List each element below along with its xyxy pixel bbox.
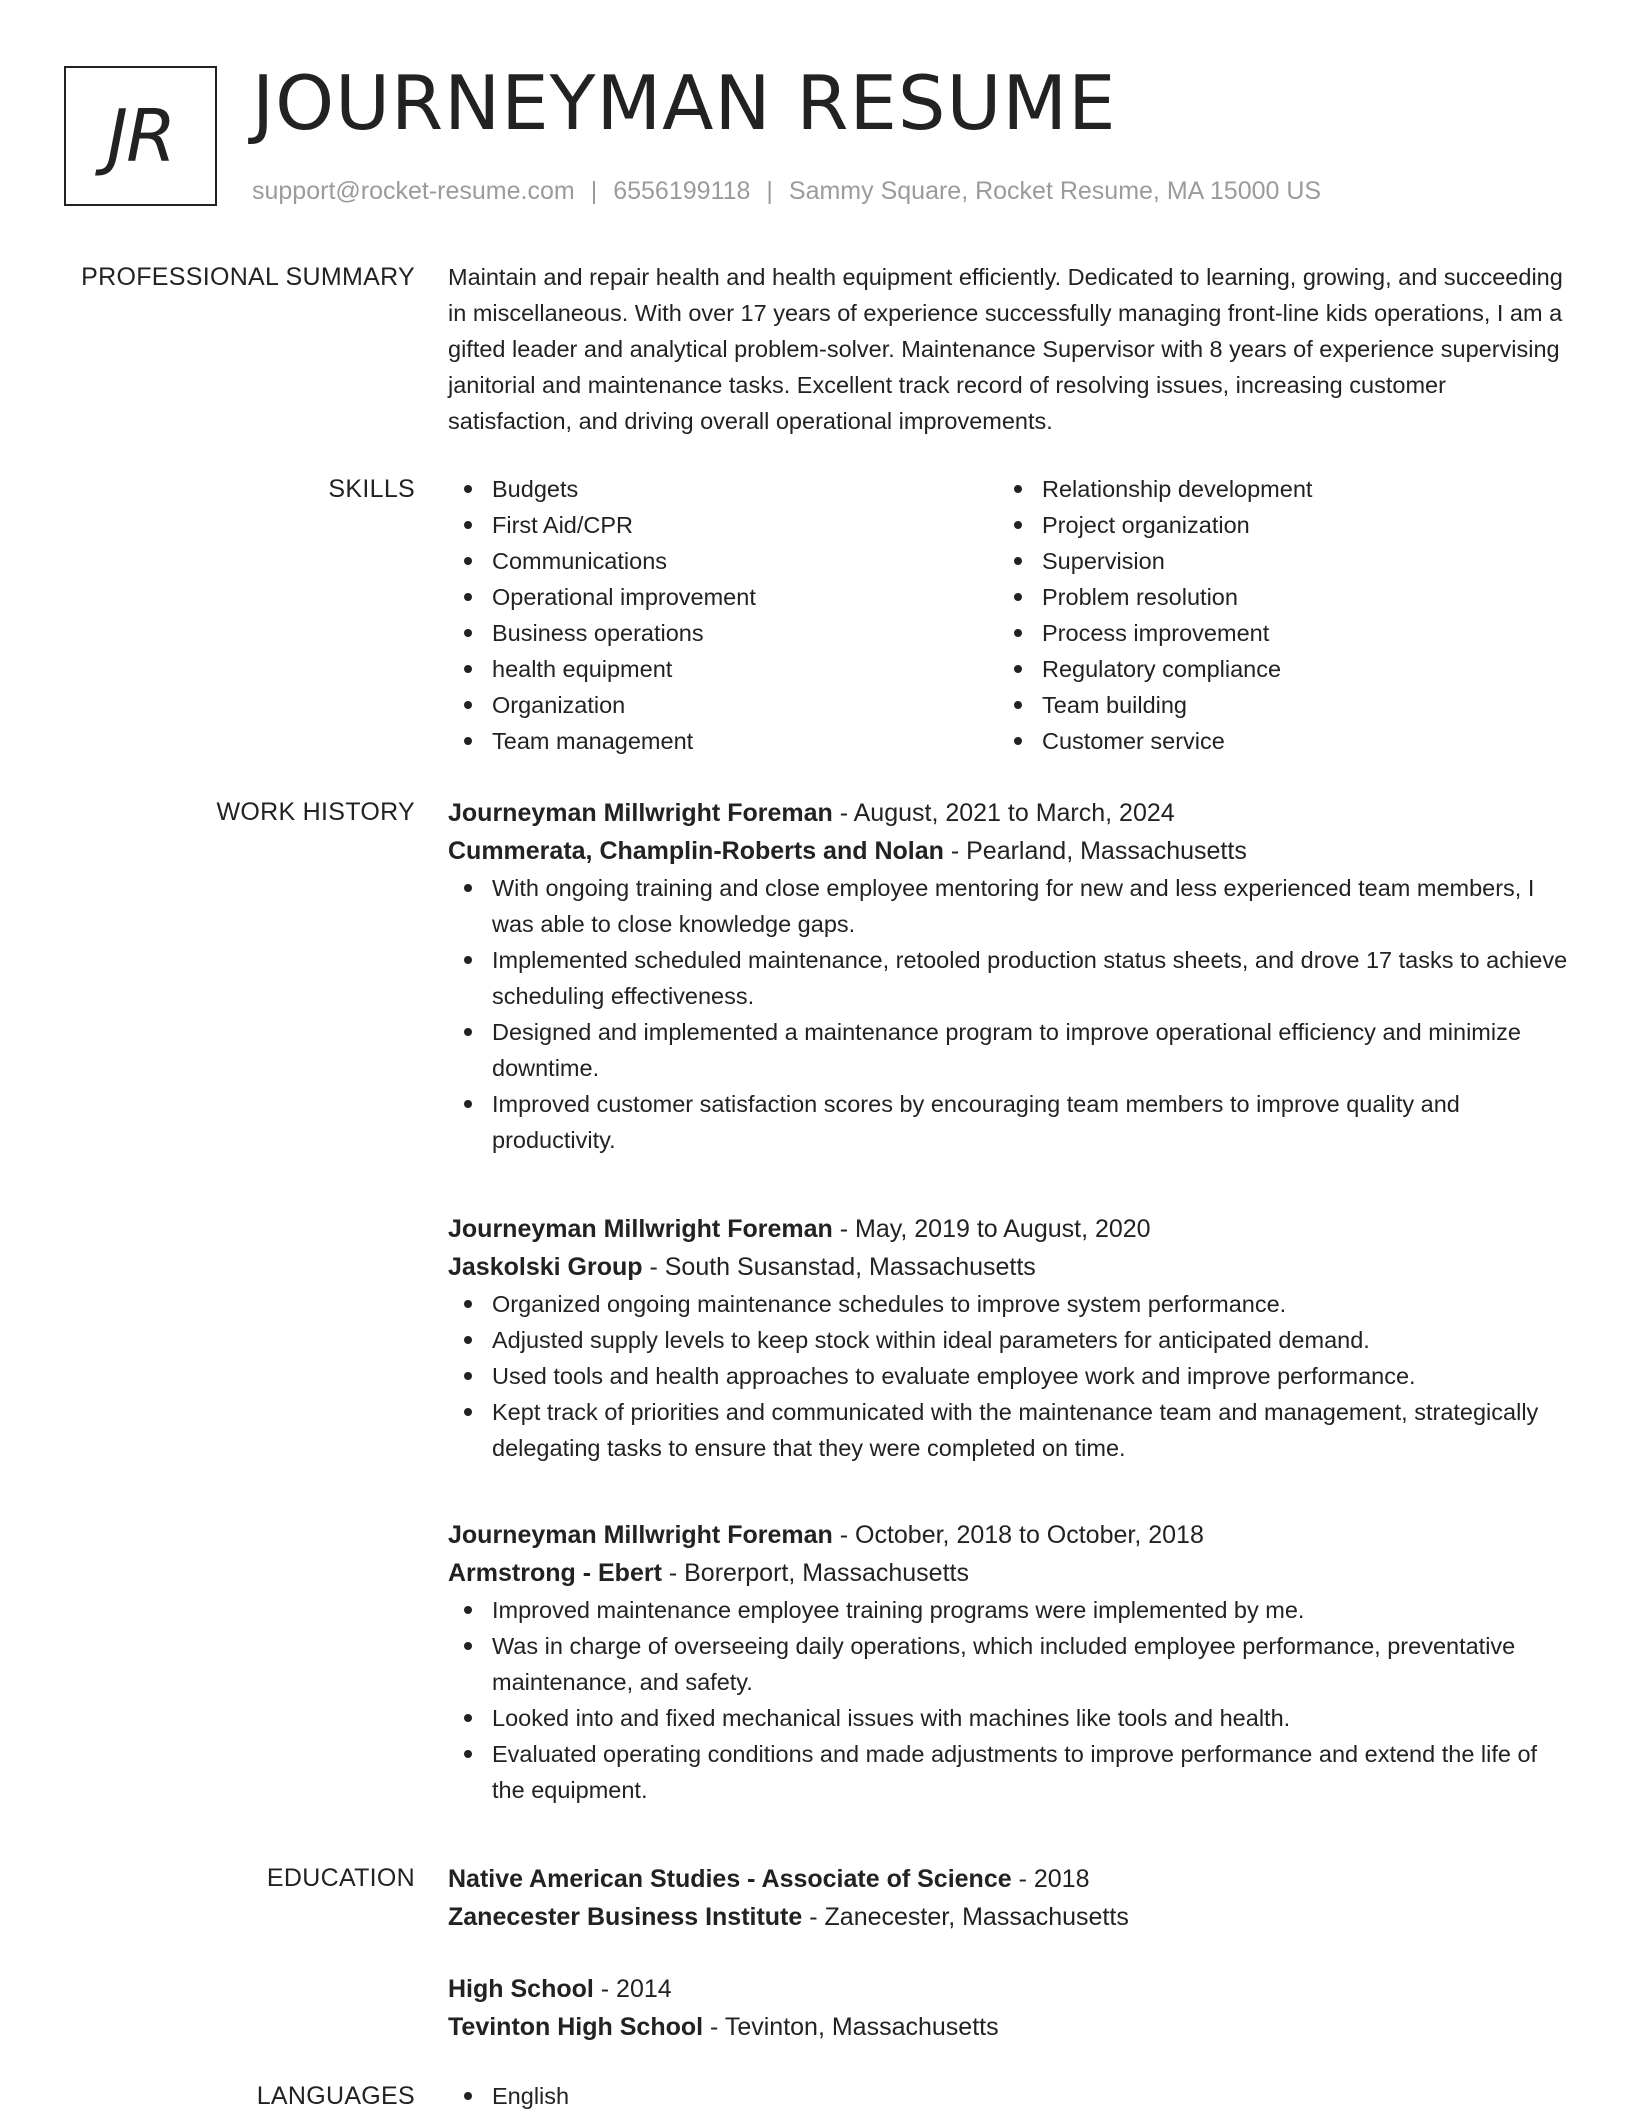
school-line (448, 1898, 1568, 1936)
job-bullet: Implemented scheduled maintenance, retooled production status sheets, and drove 17 tasks to achieve scheduling effectiveness. (448, 942, 1568, 1014)
job-bullet: Improved customer satisfaction scores by encouraging team members to improve quality and productivity. (448, 1086, 1568, 1158)
contact-address: Sammy Square, Rocket Resume, MA 15000 US (788, 177, 1322, 205)
degree-year: - 2018 (1011, 1865, 1090, 1893)
work-history-heading: WORK HISTORY (216, 798, 415, 826)
skill-item: Customer service (998, 723, 1548, 759)
education-heading: EDUCATION (266, 1864, 415, 1892)
language-item: English (448, 2078, 1568, 2114)
skills-heading: SKILLS (328, 475, 415, 503)
job-location: - South Susanstad, Massachusetts (642, 1253, 1036, 1281)
skill-item: Project organization (998, 507, 1548, 543)
job-entry (448, 1210, 1568, 1466)
contact-line (252, 174, 1321, 208)
skill-item: Problem resolution (998, 579, 1548, 615)
job-bullet: Used tools and health approaches to evaluate employee work and improve performance. (448, 1358, 1568, 1394)
skill-item: Process improvement (998, 615, 1548, 651)
skill-item: Business operations (448, 615, 998, 651)
job-title: Journeyman Millwright Foreman (448, 1521, 833, 1549)
summary-heading: PROFESSIONAL SUMMARY (81, 263, 415, 291)
job-location: - Pearland, Massachusetts (943, 837, 1247, 865)
job-title: Journeyman Millwright Foreman (448, 1215, 833, 1243)
job-location: - Borerport, Massachusetts (661, 1559, 969, 1587)
skills-section (448, 471, 1568, 759)
languages-list (448, 2078, 1568, 2114)
skills-list-left (448, 471, 998, 759)
skills-list-right (998, 471, 1548, 759)
contact-phone: 6556199118 (613, 177, 751, 205)
job-company-line (448, 1554, 1568, 1592)
skill-item: Team building (998, 687, 1548, 723)
skill-item: Team management (448, 723, 998, 759)
job-dates: - August, 2021 to March, 2024 (832, 799, 1175, 827)
job-bullet: Designed and implemented a maintenance program to improve operational efficiency and minimize downtime. (448, 1014, 1568, 1086)
degree-line (448, 1860, 1568, 1898)
job-bullet: Looked into and fixed mechanical issues with machines like tools and health. (448, 1700, 1568, 1736)
contact-separator: | (766, 177, 773, 205)
monogram-badge: JR (64, 66, 217, 206)
job-bullet: With ongoing training and close employee mentoring for new and less experienced team members, I was able to close knowledge gaps. (448, 870, 1568, 942)
job-bullet: Organized ongoing maintenance schedules to improve system performance. (448, 1286, 1568, 1322)
job-company: Armstrong - Ebert (448, 1559, 662, 1587)
languages-section (448, 2078, 1568, 2114)
job-company-line (448, 1248, 1568, 1286)
skill-item: Organization (448, 687, 998, 723)
degree-year: - 2014 (593, 1975, 672, 2003)
job-bullet: Kept track of priorities and communicated with the maintenance team and management, strategically delegating tasks to ensure that they were completed on time. (448, 1394, 1568, 1466)
job-bullets (448, 1286, 1568, 1466)
degree-name: Native American Studies - Associate of Science (448, 1865, 1012, 1893)
degree-name: High School (448, 1975, 594, 2003)
summary-section (448, 259, 1568, 439)
school-location: - Zanecester, Massachusetts (802, 1903, 1129, 1931)
job-title-line (448, 1516, 1568, 1554)
job-bullet: Adjusted supply levels to keep stock within ideal parameters for anticipated demand. (448, 1322, 1568, 1358)
job-company: Cummerata, Champlin-Roberts and Nolan (448, 837, 944, 865)
job-title: Journeyman Millwright Foreman (448, 799, 833, 827)
job-entry (448, 794, 1568, 1158)
job-company: Jaskolski Group (448, 1253, 643, 1281)
skill-item: Regulatory compliance (998, 651, 1548, 687)
resume-name: JOURNEYMAN RESUME (252, 59, 1117, 147)
job-title-line (448, 1210, 1568, 1248)
job-title-line (448, 794, 1568, 832)
job-entry (448, 1516, 1568, 1808)
job-dates: - October, 2018 to October, 2018 (832, 1521, 1204, 1549)
skill-item: health equipment (448, 651, 998, 687)
summary-text: Maintain and repair health and health equipment efficiently. Dedicated to learning, growing, and succeeding in miscellaneous. With over 17 years of experience successfully managing front-line kids operations, I am a gifted leader and analytical problem-solver. Maintenance Supervisor with 8 years of experience supervising janitorial and maintenance tasks. Excellent track record of resolving issues, increasing customer satisfaction, and driving overall operational improvements. (448, 264, 1563, 434)
contact-separator: | (590, 177, 598, 205)
job-bullets (448, 1592, 1568, 1808)
skill-item: Budgets (448, 471, 998, 507)
skill-item: Supervision (998, 543, 1548, 579)
school-location: - Tevinton, Massachusetts (703, 2013, 999, 2041)
school-name: Tevinton High School (448, 2013, 704, 2041)
job-bullets (448, 870, 1568, 1158)
school-name: Zanecester Business Institute (448, 1903, 803, 1931)
skill-item: Relationship development (998, 471, 1548, 507)
contact-email: support@rocket-resume.com (252, 177, 575, 205)
job-bullet: Improved maintenance employee training programs were implemented by me. (448, 1592, 1568, 1628)
education-entry (448, 1860, 1568, 1936)
degree-line (448, 1970, 1568, 2008)
skill-item: Operational improvement (448, 579, 998, 615)
school-line (448, 2008, 1568, 2046)
job-bullet: Evaluated operating conditions and made adjustments to improve performance and extend the life of the equipment. (448, 1736, 1568, 1808)
education-entry (448, 1970, 1568, 2046)
skill-item: Communications (448, 543, 998, 579)
job-bullet: Was in charge of overseeing daily operations, which included employee performance, preventative maintenance, and safety. (448, 1628, 1568, 1700)
skill-item: First Aid/CPR (448, 507, 998, 543)
job-dates: - May, 2019 to August, 2020 (832, 1215, 1151, 1243)
languages-heading: LANGUAGES (256, 2082, 415, 2110)
job-company-line (448, 832, 1568, 870)
